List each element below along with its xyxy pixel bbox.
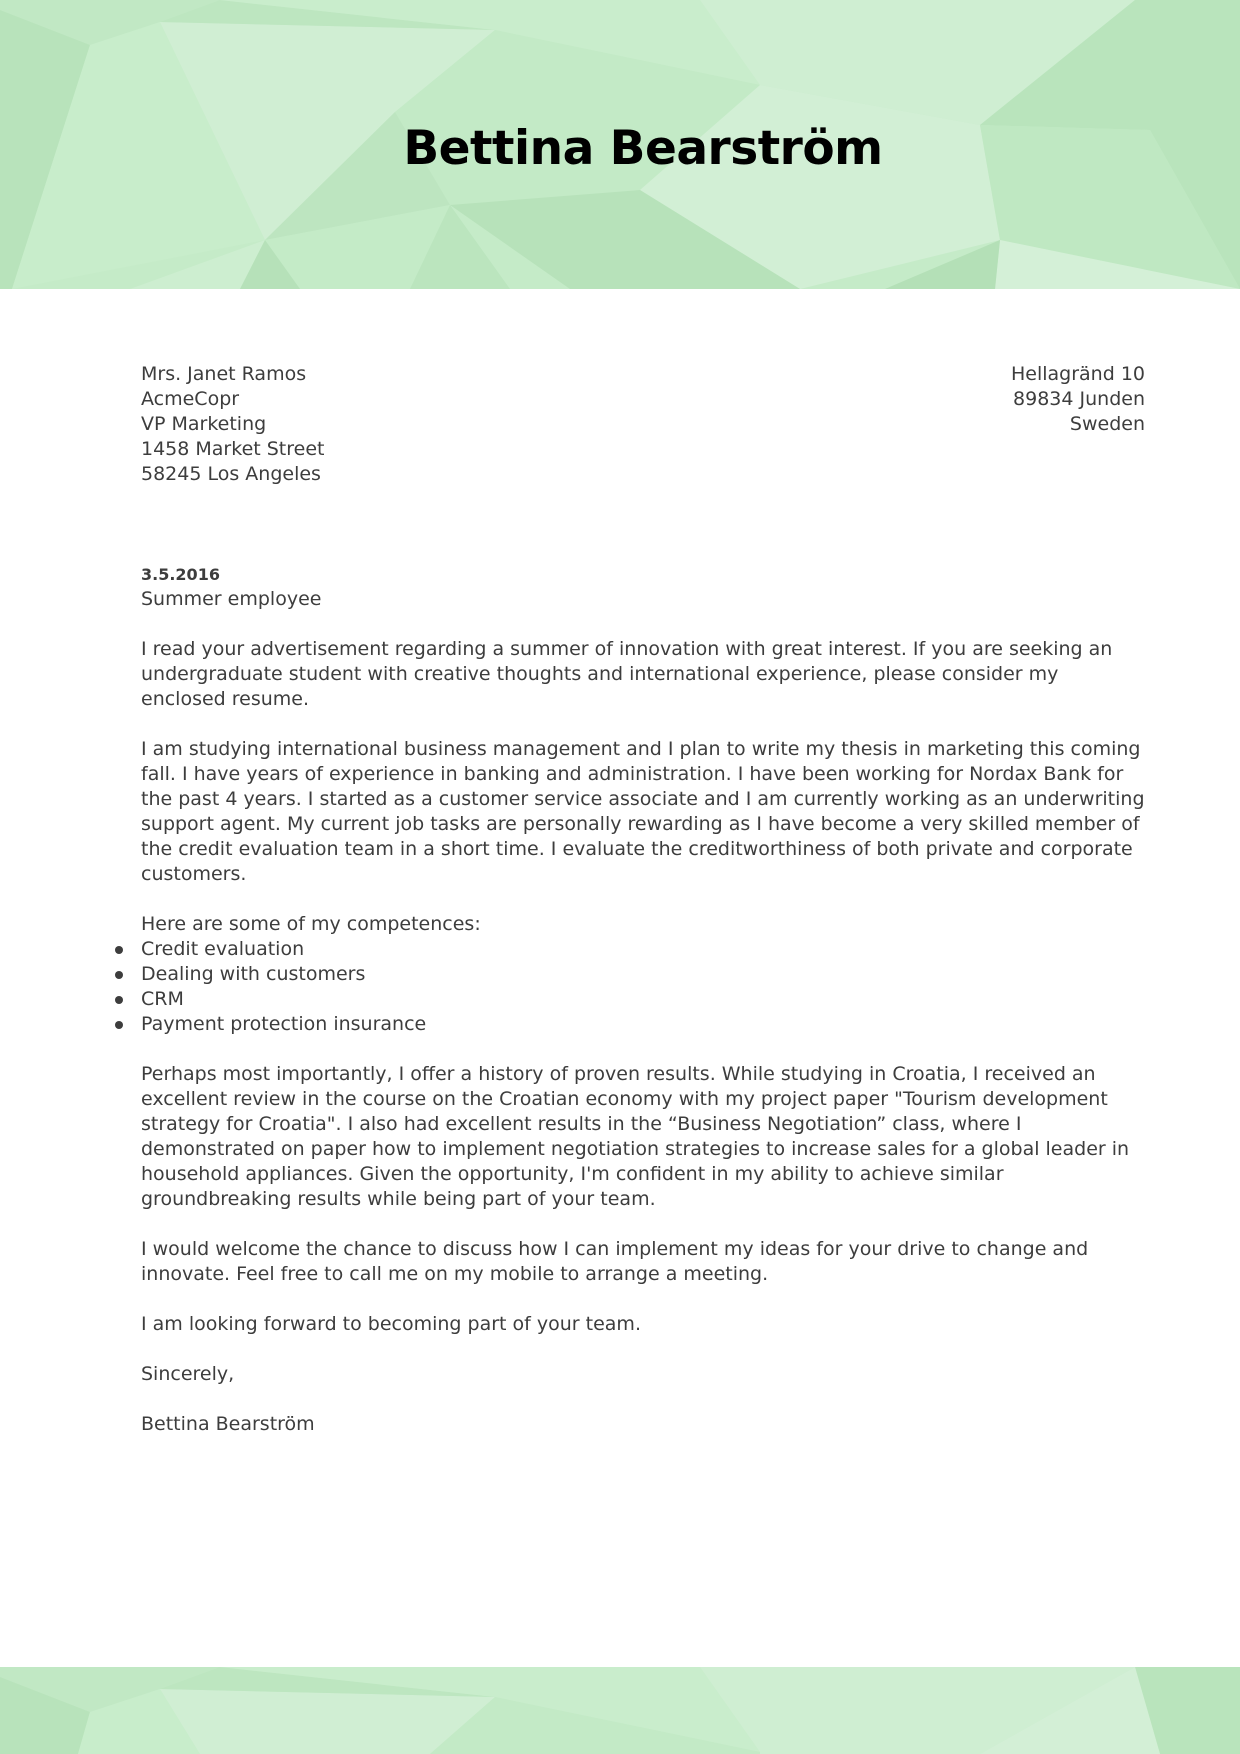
recipient-city: 58245 Los Angeles [141,463,321,485]
list-item-label: Dealing with customers [141,963,366,985]
bullet-icon [115,971,123,979]
list-item [141,962,1147,987]
applicant-name: Bettina Bearström [403,121,883,176]
list-item-label: Payment protection insurance [141,1013,427,1035]
list-item [141,987,1147,1012]
recipient-name: Mrs. Janet Ramos [141,363,307,385]
signature: Bettina Bearström [141,1413,315,1435]
footer-geometric-background [0,1667,1240,1754]
letter-date: 3.5.2016 [141,565,220,584]
sender-address [1011,362,1145,437]
closing: Sincerely, [141,1363,235,1385]
bullet-icon [115,996,123,1004]
sender-city: 89834 Junden [1013,388,1145,410]
paragraph: I would welcome the chance to discuss how I can implement my ideas for your drive to change and innovate. Feel free to call me on my mobile to arrange a meeting. [141,1238,1089,1285]
paragraph: I am studying international business management and I plan to write my thesis in marketing this coming fall. I have years of experience in banking and administration. I have been working for Nordax Bank for the past 4 years. I started as a customer service associate and I am currently working as an underwriting support agent. My current job tasks are personally rewarding as I have become a very skilled member of the credit evaluation team in a short time. I evaluate the creditworthiness of both private and corporate customers. [141,738,1145,885]
bullet-icon [115,1021,123,1029]
recipient-title: VP Marketing [141,413,267,435]
paragraph: I am looking forward to becoming part of your team. [141,1313,641,1335]
recipient-street: 1458 Market Street [141,438,325,460]
list-item-label: Credit evaluation [141,938,305,960]
letter-subject: Summer employee [141,588,322,610]
sender-country: Sweden [1069,413,1145,435]
competences-list [141,937,1147,1037]
recipient-address [141,362,324,487]
recipient-company: AcmeCopr [141,388,240,410]
letter-body [141,562,1147,1437]
sender-street: Hellagränd 10 [1010,363,1145,385]
footer-band [0,1667,1240,1754]
paragraph: Perhaps most importantly, I offer a history of proven results. While studying in Croatia, I received an excellent review in the course on the Croatian economy with my project paper "Tourism development strategy for Croatia". I also had excellent results in the “Business Negotiation” class, where I demonstrated on paper how to implement negotiation strategies to increase sales for a global leader in household appliances. Given the opportunity, I'm confident in my ability to achieve similar groundbreaking results while being part of your team. [141,1063,1130,1210]
bullet-icon [115,946,123,954]
competences-intro: Here are some of my competences: [141,913,481,935]
list-item-label: CRM [141,988,184,1010]
paragraph: I read your advertisement regarding a summer of innovation with great interest. If you are seeking an undergraduate student with creative thoughts and international experience, please consider my enclosed resume. [141,638,1113,710]
list-item [141,1012,1147,1037]
list-item [141,937,1147,962]
